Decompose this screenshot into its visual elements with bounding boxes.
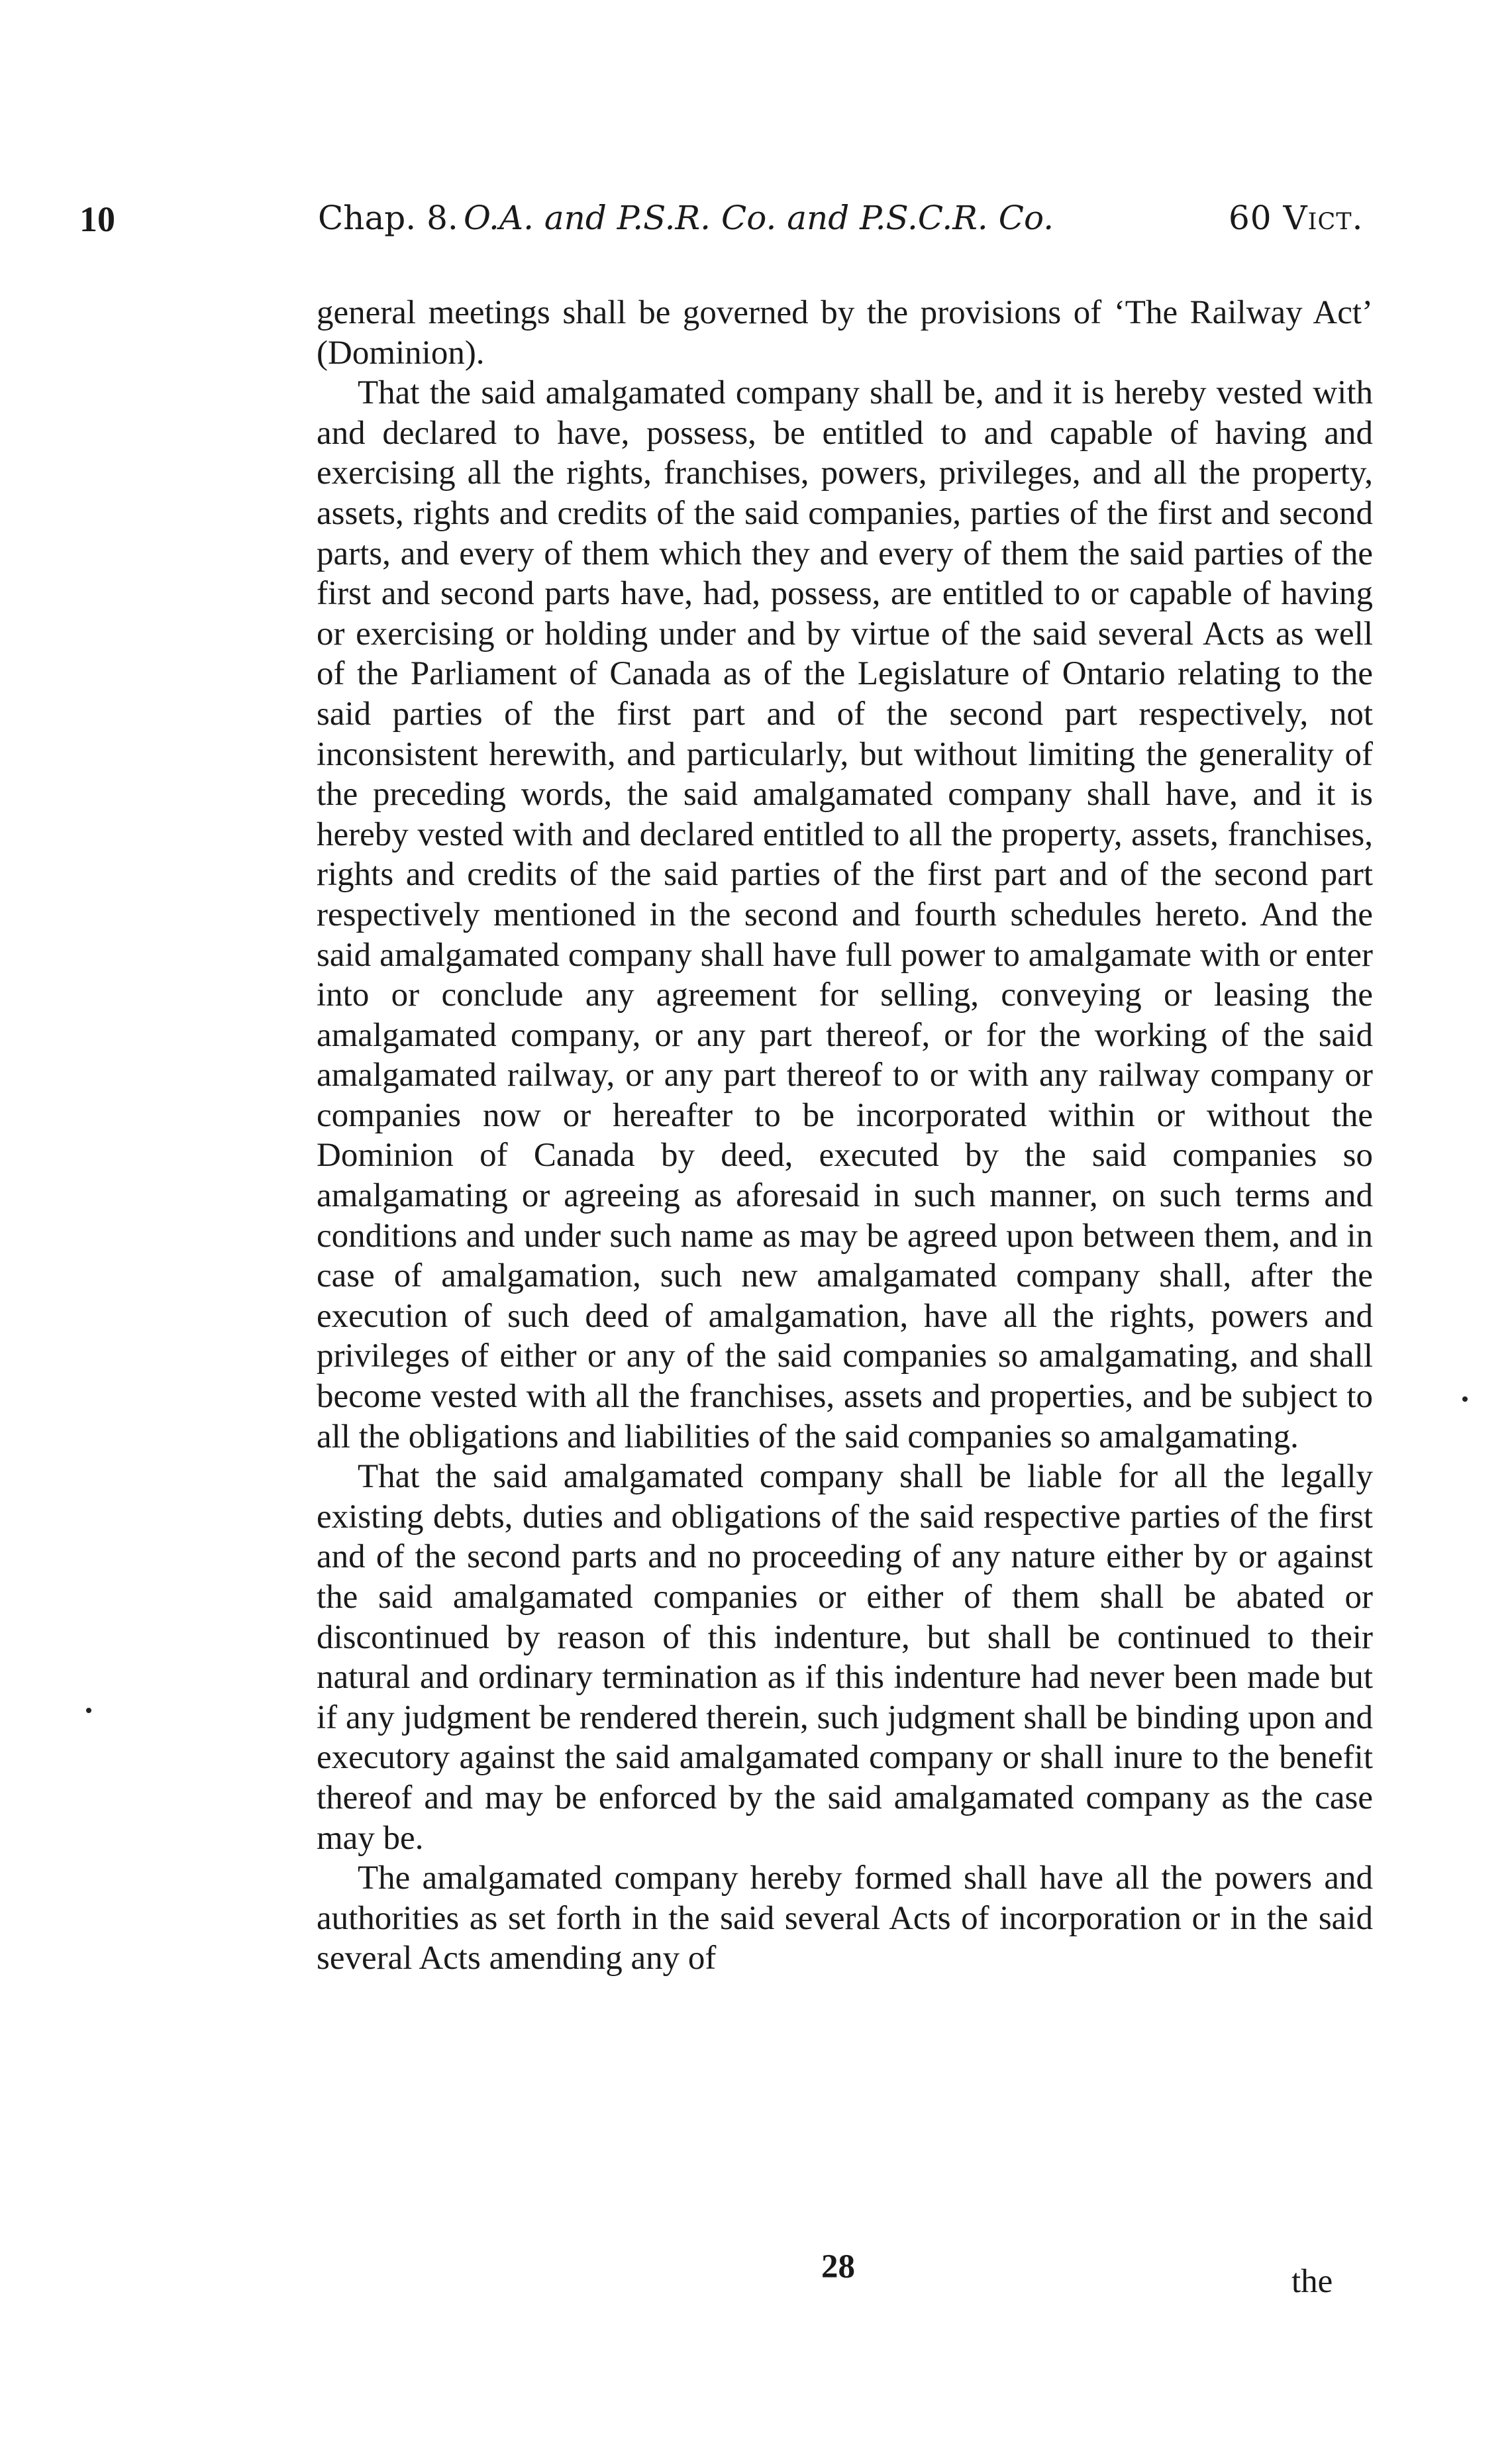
regnal-year: 60 Vict. xyxy=(1229,199,1364,237)
paragraph-continued: general meetings shall be governed by the provisions of ‘The Railway Act’ (Dominion). xyxy=(317,294,1373,372)
chapter-label: Chap. 8. xyxy=(318,199,458,237)
page-number: 10 xyxy=(79,199,115,239)
scan-speck xyxy=(1462,1396,1468,1402)
scan-speck xyxy=(86,1708,91,1713)
body-text xyxy=(317,293,1373,1979)
paragraph-powers: The amalgamated company hereby formed shall have all the powers and authorities as set forth in the said several Acts of incorporation or in the said several Acts amending any of xyxy=(317,1859,1373,1977)
running-header xyxy=(0,199,1512,252)
running-title: O.A. and P.S.R. Co. and P.S.C.R. Co. xyxy=(464,199,1054,237)
printer-signature-mark: 28 xyxy=(821,2248,855,2285)
paragraph-liabilities: That the said amalgamated company shall be liable for all the legally existing debts, duties and obligations of the said respective parties of the first and of the second parts and no proceeding of any nature either by or against the said amalgamated companies or either of them shall be abated or discontinued by reason of this indenture, but shall be continued to their natural and ordinary termination as if this indenture had never been made but if any judgment be rendered therein, such judgment shall be binding upon and executory against the said amalgamated company or shall inure to the benefit thereof and may be enforced by the said amalgamated company as the case may be. xyxy=(317,1458,1373,1857)
paragraph-vesting: That the said amalgamated company shall be, and it is hereby vested with and declared to have, possess, be entitled to and capable of having and exercising all the rights, franchises, powers, privileges, and all the property, assets, rights and credits of the said companies, parties of the first and second parts, and every of them which they and every of them the said parties of the first and second parts have, had, possess, are entitled to or capable of having or exercising or holding under and by virtue of the said several Acts as well of the Parliament of Canada as of the Legislature of Ontario relating to the said parties of the first part and of the second part respectively, not inconsistent herewith, and particularly, but without limiting the generality of the preceding words, the said amalgamated company shall have, and it is hereby vested with and declared entitled to all the property, assets, franchises, rights and credits of the said parties of the first part and of the second part respectively mentioned in the second and fourth schedules hereto. And the said amalgamated company shall have full power to amalgamate with or enter into or conclude any agreement for selling, conveying or leasing the amalgamated company, or any part thereof, or for the working of the said amalgamated railway, or any part thereof to or with any railway company or companies now or hereafter to be incorporated within or without the Dominion of Canada by deed, executed by the said companies so amalgamating or agreeing as aforesaid in such manner, on such terms and conditions and under such name as may be agreed upon between them, and in case of amalgamation, such new amalgamated company shall, after the execution of such deed of amalgamation, have all the rights, powers and privileges of either or any of the said companies so amalgamating, and shall become vested with all the franchises, assets and properties, and be subject to all the obligations and liabilities of the said companies so amalgamating. xyxy=(317,374,1373,1455)
catchword: the xyxy=(1291,2263,1333,2300)
